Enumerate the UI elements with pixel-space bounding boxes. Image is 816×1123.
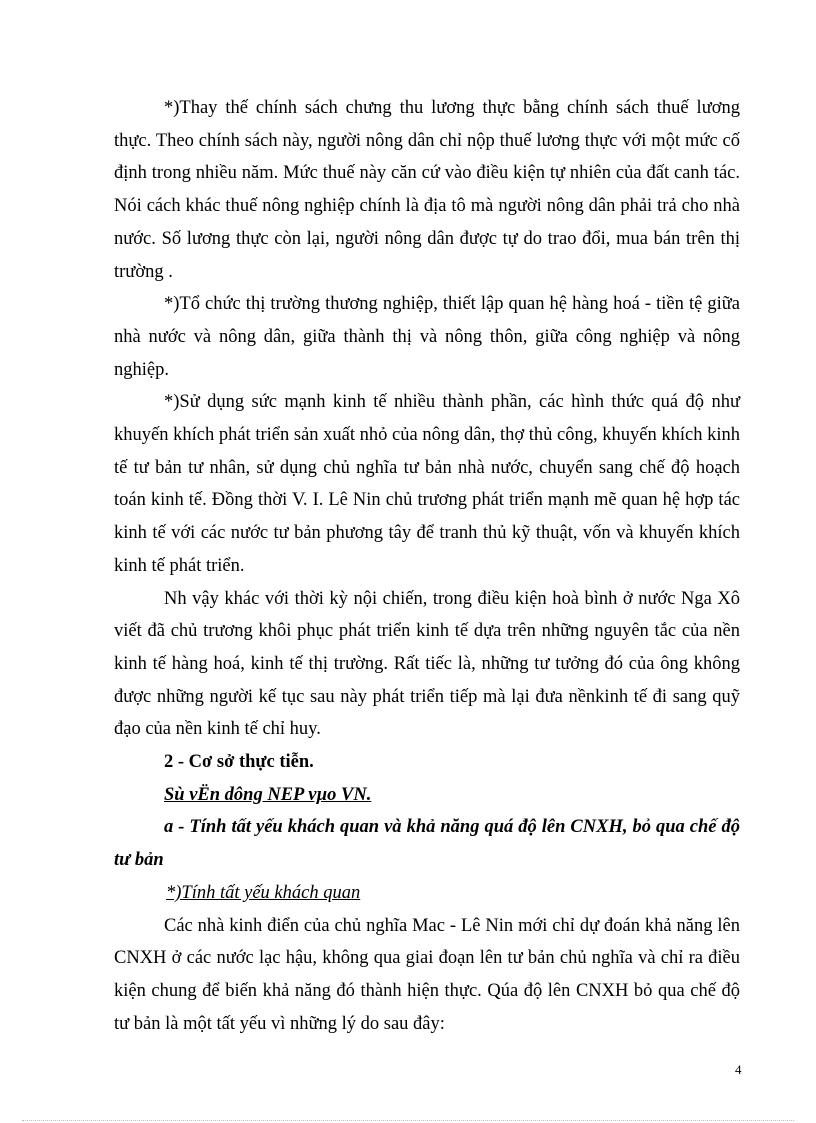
paragraph-grain-tax: *)Thay thế chính sách chưng thu lương thực bằng chính sách thuế lương thực. Theo chính sách này, người nông dân chỉ nộp thuế lương thực với một mức cố định trong nhiều năm. Mức thuế này căn cứ vào điều kiện tự nhiên của đất canh tác. Nói cách khác thuế nông nghiệp chính là địa tô mà người nông dân phải trả cho nhà nước. Số lương thực còn lại, người nông dân được tự do trao đổi, mua bán trên thị trường . (114, 98, 740, 282)
page-bottom-divider (22, 1120, 794, 1121)
paragraph-trade-market: *)Tổ chức thị trường thương nghiệp, thiết lập quan hệ hàng hoá - tiền tệ giữa nhà nước và nông dân, giữa thành thị và nông thôn, giữa công nghiệp và nông nghiệp. (114, 294, 740, 380)
point-heading (114, 877, 740, 910)
document-body (114, 92, 740, 1040)
paragraph-classics: Các nhà kinh điển của chủ nghĩa Mac - Lê Nin mới chỉ dự đoán khả năng lên CNXH ở các nước lạc hậu, không qua giai đoạn lên tư bản chủ nghĩa và chỉ ra điều kiện chung để biến khả năng đó thành hiện thực. Qúa độ lên CNXH bỏ qua chế độ tư bản là một tất yếu vì những lý do sau đây: (114, 915, 740, 1034)
paragraph-multi-sector: *)Sử dụng sức mạnh kinh tế nhiều thành phần, các hình thức quá độ như khuyến khích phát triển sản xuất nhỏ của nông dân, thợ thủ công, khuyến khích kinh tế tư bản tư nhân, sử dụng chủ nghĩa tư bản nhà nước, chuyển sang chế độ hoạch toán kinh tế. Đồng thời V. I. Lê Nin chủ trương phát triển mạnh mẽ quan hệ hợp tác kinh tế với các nước tư bản phương tây để tranh thủ kỹ thuật, vốn và khuyến khích kinh tế phát triển. (114, 392, 740, 576)
page-number: 4 (735, 1062, 742, 1077)
section-subheading: Sù vËn dông NEP vµo VN. (164, 784, 372, 805)
subsection-heading: a - Tính tất yếu khách quan và khả năng quá độ lên CNXH, bỏ qua chế độ tư bản (114, 817, 740, 871)
paragraph-conclusion-nep: Nh vậy khác với thời kỳ nội chiến, trong điều kiện hoà bình ở nước Nga Xô viết đã chủ trương khôi phục phát triển kinh tế dựa trên những nguyên tắc của nền kinh tế hàng hoá, kinh tế thị trường. Rất tiếc là, những tư tưởng đó của ông không được những người kế tục sau này phát triển tiếp mà lại đưa nềnkinh tế đi sang quỹ đạo của nền kinh tế chỉ huy. (114, 588, 740, 740)
point-heading-text: *)Tính tất yếu khách quan (166, 882, 361, 903)
section-heading: 2 - Cơ sở thực tiễn. (164, 752, 314, 773)
